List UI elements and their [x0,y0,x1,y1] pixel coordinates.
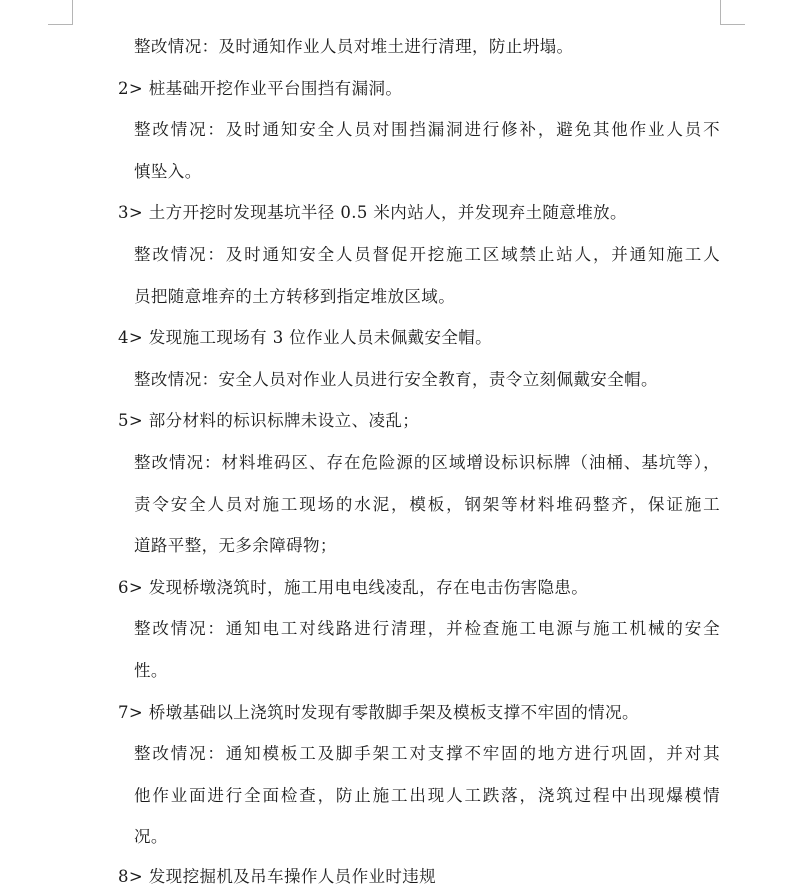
issue-item-3: 3> 土方开挖时发现基坑半径 0.5 米内站人，并发现弃土随意堆放。 [118,203,627,222]
rectification-text: 整改情况：安全人员对作业人员进行安全教育，责令立刻佩戴安全帽。 [134,370,658,389]
crop-mark-top-right [720,0,721,24]
rectification-text-continued: 员把随意堆弃的土方转移到指定堆放区域。 [134,287,456,306]
rectification-text: 整改情况：及时通知安全人员督促开挖施工区域禁止站人，并通知施工人 [134,245,720,264]
crop-mark-top-left [72,0,73,24]
rectification-text-continued: 性。 [134,661,168,680]
rectification-text: 整改情况：及时通知安全人员对围挡漏洞进行修补，避免其他作业人员不 [134,120,720,139]
crop-mark-top-left [48,24,73,25]
rectification-text: 整改情况：材料堆码区、存在危险源的区域增设标识标牌（油桶、基坑等）， [134,453,720,472]
issue-item-8: 8> 发现挖掘机及吊车操作人员作业时违规 [118,867,437,886]
rectification-text-continued: 慎坠入。 [134,162,202,181]
crop-mark-top-right [720,24,745,25]
rectification-text: 整改情况：及时通知作业人员对堆土进行清理，防止坍塌。 [134,37,574,56]
rectification-text-continued: 况。 [134,827,168,846]
issue-item-5: 5> 部分材料的标识标牌未设立、凌乱； [118,411,420,430]
rectification-text-continued: 道路平整，无多余障碍物； [134,536,337,555]
rectification-text-continued: 责令安全人员对施工现场的水泥，模板，钢架等材料堆码整齐，保证施工 [134,495,720,514]
issue-item-2: 2> 桩基础开挖作业平台围挡有漏洞。 [118,79,403,98]
rectification-text-continued: 他作业面进行全面检查，防止施工出现人工跌落，浇筑过程中出现爆模情 [134,786,720,805]
issue-item-6: 6> 发现桥墩浇筑时，施工用电电线凌乱，存在电击伤害隐患。 [118,578,589,597]
rectification-text: 整改情况：通知电工对线路进行清理，并检查施工电源与施工机械的安全 [134,619,720,638]
issue-item-7: 7> 桥墩基础以上浇筑时发现有零散脚手架及模板支撑不牢固的情况。 [118,703,639,722]
issue-item-4: 4> 发现施工现场有 3 位作业人员未佩戴安全帽。 [118,328,493,347]
rectification-text: 整改情况：通知模板工及脚手架工对支撑不牢固的地方进行巩固，并对其 [134,744,720,763]
